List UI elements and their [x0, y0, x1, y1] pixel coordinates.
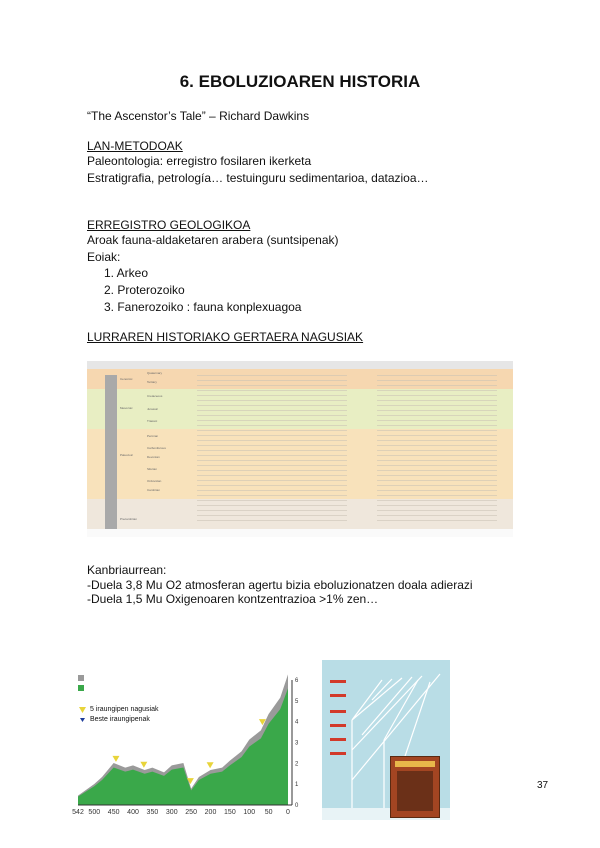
x-tick-label: 300 — [165, 809, 178, 816]
legend-minor-marker — [80, 718, 85, 722]
period-label: Jurassic — [147, 407, 159, 411]
y-tick-label: 0 — [295, 803, 299, 809]
x-tick-label: 400 — [127, 809, 139, 816]
period-label: Cambrian — [147, 488, 161, 492]
period-label: Quaternary — [147, 371, 163, 375]
period-label: Ordovician — [147, 479, 162, 483]
x-tick-label: 50 — [264, 809, 273, 816]
period-label: Silurian — [147, 467, 158, 471]
period-label: Permian — [147, 434, 159, 438]
y-tick-label: 2 — [295, 761, 299, 768]
y-tick-label: 1 — [295, 782, 299, 789]
period-label: Carboniferous — [147, 446, 166, 450]
period-label: Triassic — [147, 419, 158, 423]
major-extinction-marker — [207, 762, 214, 768]
era-label: Paleozoic — [120, 453, 134, 457]
quote: “The Ascenstor’s Tale” – Richard Dawkins — [87, 109, 310, 123]
legend-major: 5 iraungipen nagusiak — [90, 706, 159, 713]
eon-item: 2. Proterozoiko — [104, 283, 185, 297]
legend-major-marker — [79, 707, 86, 713]
era-label: Cenozoic — [120, 377, 133, 381]
page-title: 6. EBOLUZIOAREN HISTORIA — [179, 72, 421, 91]
period-label: Tertiary — [147, 380, 157, 384]
x-tick-label: 200 — [204, 809, 217, 816]
methods-heading: LAN-METODOAK — [87, 139, 183, 153]
methods-line-1: Paleontologia: erregistro fosilaren ikerketa — [87, 154, 312, 168]
y-tick-label: 4 — [295, 719, 299, 726]
legend-swatch-gray — [78, 675, 84, 681]
eon-item: 1. Arkeo — [104, 266, 149, 280]
page-number: 37 — [537, 780, 549, 791]
precambrian-line-1: -Duela 3,8 Mu O2 atmosferan agertu bizia eboluzionatzen doala adierazi — [87, 578, 473, 592]
precambrian-heading: Kanbriaurrean: — [87, 563, 167, 577]
era-label: Mesozoic — [120, 406, 133, 410]
x-tick-label: 100 — [243, 809, 256, 816]
history-heading: LURRAREN HISTORIAKO GERTAERA NAGUSIAK — [87, 330, 364, 344]
methods-line-2: Estratigrafia, petrología… testuinguru sedimentarioa, datazioa… — [87, 171, 429, 185]
major-extinction-marker — [112, 756, 119, 762]
x-tick-label: 0 — [286, 809, 290, 816]
y-tick-label: 3 — [295, 740, 299, 747]
legend-minor: Beste iraungipenak — [90, 716, 150, 723]
precambrian-line-2: -Duela 1,5 Mu Oxigenoaren kontzentrazioa >1% zen… — [87, 592, 379, 606]
eon-list — [104, 265, 301, 315]
biodiversity-chart — [72, 675, 300, 816]
eon-item: 3. Fanerozoiko : fauna konplexuagoa — [104, 300, 302, 314]
geologic-timetable — [87, 361, 513, 537]
x-tick-label: 542 — [72, 809, 84, 816]
legend-swatch-green — [78, 685, 84, 691]
y-tick-label: 6 — [295, 678, 299, 684]
period-label: Cretaceous — [147, 394, 163, 398]
record-line-1: Aroak fauna-aldaketaren arabera (suntsipenak) — [87, 233, 339, 247]
era-label: Precambrian — [120, 517, 138, 521]
x-tick-label: 500 — [88, 809, 101, 816]
record-line-2: Eoiak: — [87, 250, 121, 264]
y-tick-label: 5 — [295, 698, 299, 705]
major-extinction-marker — [140, 762, 147, 768]
book-cover-image — [390, 756, 440, 818]
biodiversity-chart-svg — [72, 675, 300, 816]
x-tick-label: 350 — [146, 809, 159, 816]
x-tick-label: 450 — [107, 809, 120, 816]
x-tick-label: 250 — [185, 809, 197, 816]
x-tick-label: 150 — [224, 809, 236, 816]
record-heading: ERREGISTRO GEOLOGIKOA — [87, 218, 251, 232]
period-label: Devonian — [147, 455, 160, 459]
